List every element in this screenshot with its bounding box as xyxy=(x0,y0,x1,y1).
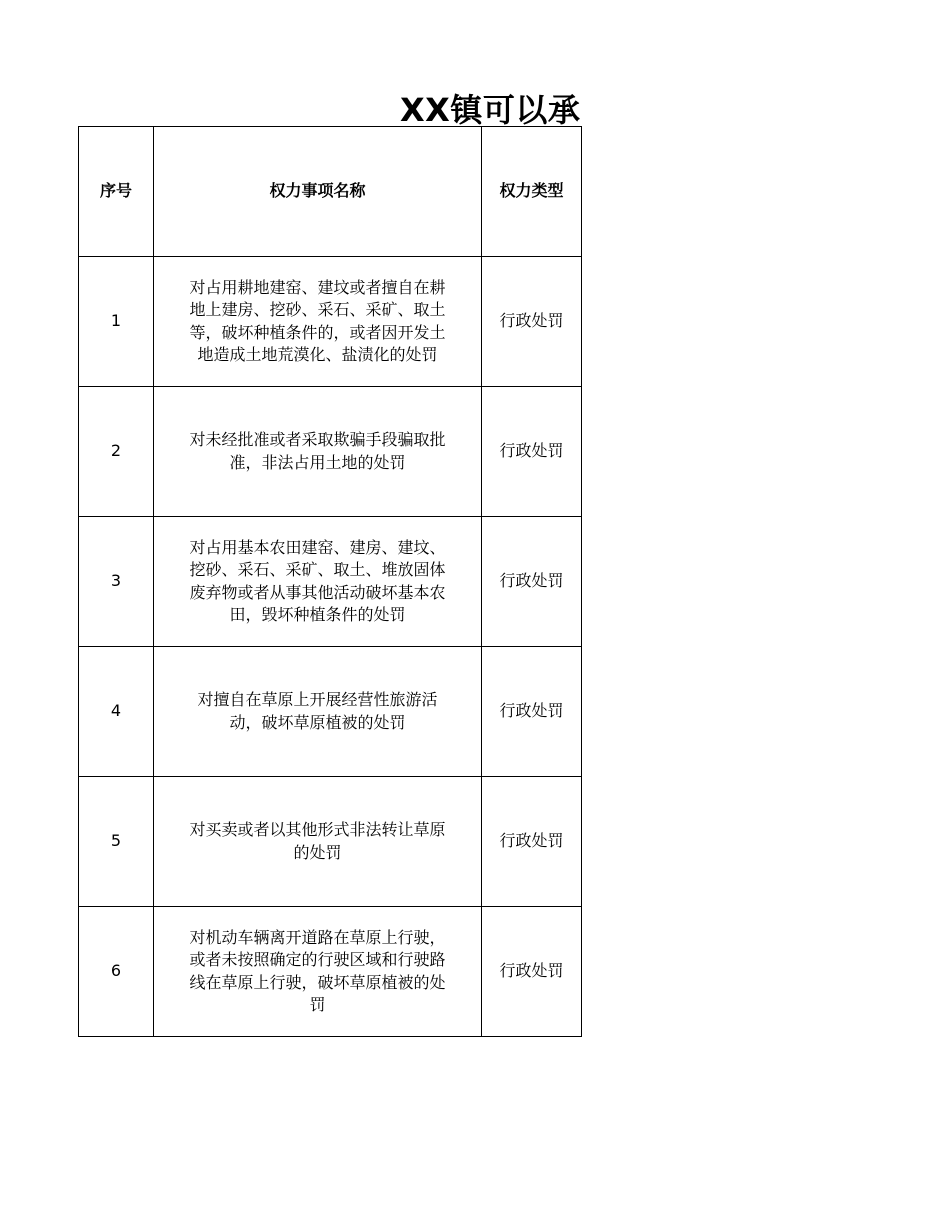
cell-type: 行政处罚 xyxy=(482,517,582,647)
cell-type: 行政处罚 xyxy=(482,257,582,387)
cell-name-text: 对占用耕地建窑、建坟或者擅自在耕地上建房、挖砂、采石、采矿、取土等，破坏种植条件的，或者因开发土地造成土地荒漠化、盐渍化的处罚 xyxy=(189,277,446,364)
cell-seq: 5 xyxy=(79,777,154,907)
cell-seq: 1 xyxy=(79,257,154,387)
table-row xyxy=(79,907,582,1037)
cell-type: 行政处罚 xyxy=(482,647,582,777)
cell-name-text: 对机动车辆离开道路在草原上行驶，或者未按照确定的行驶区域和行驶路线在草原上行驶，破坏草原植被的处罚 xyxy=(189,927,446,1014)
document-title: XX镇可以承 xyxy=(400,91,581,129)
cell-name-text: 对占用基本农田建窑、建房、建坟、挖砂、采石、采矿、取土、堆放固体废弃物或者从事其他活动破坏基本农田，毁坏种植条件的处罚 xyxy=(189,537,446,624)
cell-type: 行政处罚 xyxy=(482,907,582,1037)
power-items-table xyxy=(78,126,582,1037)
header-name: 权力事项名称 xyxy=(154,127,482,257)
cell-seq: 3 xyxy=(79,517,154,647)
cell-name-text: 对未经批准或者采取欺骗手段骗取批准，非法占用土地的处罚 xyxy=(189,430,446,472)
table-header-row xyxy=(79,127,582,257)
table-row xyxy=(79,387,582,517)
cell-name xyxy=(154,517,482,647)
cell-type: 行政处罚 xyxy=(482,777,582,907)
cell-name xyxy=(154,907,482,1037)
header-seq: 序号 xyxy=(79,127,154,257)
table-row xyxy=(79,517,582,647)
cell-name xyxy=(154,647,482,777)
cell-name xyxy=(154,387,482,517)
table-row xyxy=(79,777,582,907)
table-row xyxy=(79,257,582,387)
cell-name-text: 对买卖或者以其他形式非法转让草原的处罚 xyxy=(189,820,446,862)
cell-type: 行政处罚 xyxy=(482,387,582,517)
cell-name xyxy=(154,777,482,907)
cell-seq: 6 xyxy=(79,907,154,1037)
cell-seq: 2 xyxy=(79,387,154,517)
header-type: 权力类型 xyxy=(482,127,582,257)
cell-seq: 4 xyxy=(79,647,154,777)
cell-name-text: 对擅自在草原上开展经营性旅游活动，破坏草原植被的处罚 xyxy=(197,690,438,732)
cell-name xyxy=(154,257,482,387)
table-row xyxy=(79,647,582,777)
